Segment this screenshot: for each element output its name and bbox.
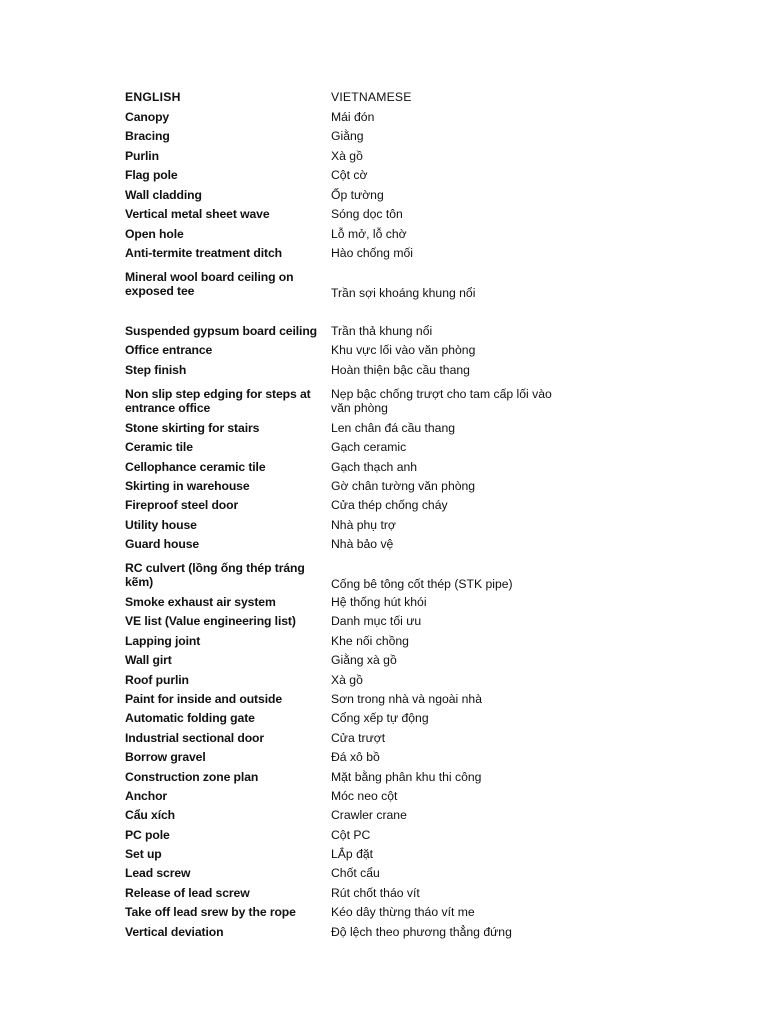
table-row (125, 168, 565, 182)
term-vietnamese: Cột cờ (331, 168, 368, 182)
term-english: Borrow gravel (125, 750, 206, 764)
term-vietnamese: Giằng xà gồ (331, 653, 397, 667)
table-row (125, 731, 565, 745)
term-english: Stone skirting for stairs (125, 421, 260, 435)
term-vietnamese: Hào chống mối (331, 246, 413, 260)
term-vietnamese: Lỗ mở, lỗ chờ (331, 227, 407, 241)
table-row (125, 561, 565, 591)
term-english: Step finish (125, 363, 187, 377)
table-row (125, 129, 565, 143)
term-vietnamese: Sóng dọc tôn (331, 207, 403, 221)
table-row (125, 711, 565, 725)
table-row (125, 518, 565, 532)
table-row (125, 149, 565, 163)
table-header (125, 90, 565, 104)
term-vietnamese: Mặt bằng phân khu thi công (331, 770, 482, 784)
term-english: Anti-termite treatment ditch (125, 246, 283, 260)
term-english: Automatic folding gate (125, 711, 255, 725)
term-english: PC pole (125, 828, 170, 842)
term-vietnamese: Gạch thạch anh (331, 460, 418, 474)
term-english: VE list (Value engineering list) (125, 614, 296, 628)
table-row (125, 498, 565, 512)
table-row (125, 653, 565, 667)
term-english: Wall cladding (125, 188, 202, 202)
term-vietnamese: Hệ thống hút khói (331, 595, 427, 609)
term-vietnamese: Chốt cẩu (331, 866, 380, 880)
term-english: Anchor (125, 789, 168, 803)
term-english: Open hole (125, 227, 184, 241)
table-row (125, 847, 565, 861)
table-row (125, 673, 565, 687)
term-vietnamese: Kéo dây thừng tháo vít me (331, 905, 475, 919)
term-english: Fireproof steel door (125, 498, 239, 512)
term-vietnamese: Khe nối chồng (331, 634, 409, 648)
term-english: Bracing (125, 129, 170, 143)
term-vietnamese: Cống bê tông cốt thép (STK pipe) (331, 577, 513, 591)
table-row (125, 324, 565, 338)
table-row (125, 479, 565, 493)
term-english: Smoke exhaust air system (125, 595, 276, 609)
table-row (125, 886, 565, 900)
term-english: Canopy (125, 110, 170, 124)
term-vietnamese: Cửa trượt (331, 731, 386, 745)
term-english: Vertical metal sheet wave (125, 207, 270, 221)
term-english: Skirting in warehouse (125, 479, 250, 493)
term-vietnamese: Cổng xếp tự động (331, 711, 429, 725)
table-row (125, 421, 565, 435)
header-vietnamese: VIETNAMESE (331, 90, 412, 104)
term-vietnamese: Rút chốt tháo vít (331, 886, 420, 900)
term-vietnamese: Khu vực lối vào văn phòng (331, 343, 476, 357)
table-row (125, 460, 565, 474)
term-english: Non slip step edging for steps at entrance office (125, 387, 311, 415)
term-vietnamese: Nẹp bậc chống trượt cho tam cấp lối vào văn phòng (331, 387, 552, 415)
term-english: Industrial sectional door (125, 731, 265, 745)
term-english: Vertical deviation (125, 925, 224, 939)
term-vietnamese: Danh mục tối ưu (331, 614, 422, 628)
table-row (125, 614, 565, 628)
term-vietnamese: Xà gồ (331, 149, 363, 163)
term-english: Lapping joint (125, 634, 201, 648)
table-row (125, 387, 565, 415)
term-english: Office entrance (125, 343, 213, 357)
table-row (125, 343, 565, 357)
term-vietnamese: Nhà bảo vệ (331, 537, 394, 551)
term-english: Guard house (125, 537, 200, 551)
term-english: Ceramic tile (125, 440, 193, 454)
term-vietnamese: Trần thả khung nổi (331, 324, 433, 338)
term-vietnamese: Độ lệch theo phương thẳng đứng (331, 925, 512, 939)
term-vietnamese: Hoàn thiện bậc cầu thang (331, 363, 470, 377)
term-vietnamese: Móc neo cột (331, 789, 398, 803)
term-english: Utility house (125, 518, 197, 532)
table-row (125, 866, 565, 880)
table-row (125, 808, 565, 822)
table-row (125, 925, 565, 939)
term-vietnamese: Sơn trong nhà và ngoài nhà (331, 692, 482, 706)
term-vietnamese: Nhà phụ trợ (331, 518, 396, 532)
header-english: ENGLISH (125, 90, 181, 104)
table-row (125, 207, 565, 221)
term-vietnamese: Crawler crane (331, 808, 407, 822)
table-row (125, 537, 565, 551)
term-vietnamese: Mái đón (331, 110, 375, 124)
table-row (125, 270, 565, 300)
term-english: Purlin (125, 149, 159, 163)
term-english: Flag pole (125, 168, 178, 182)
term-english: Suspended gypsum board ceiling (125, 324, 318, 338)
term-vietnamese: Đá xô bồ (331, 750, 380, 764)
table-row (125, 750, 565, 764)
table-row (125, 595, 565, 609)
table-row (125, 246, 565, 260)
term-english: Cellophance ceramic tile (125, 460, 266, 474)
table-row (125, 828, 565, 842)
table-row (125, 634, 565, 648)
table-row (125, 110, 565, 124)
table-row (125, 789, 565, 803)
term-english: Wall girt (125, 653, 172, 667)
table-row (125, 905, 565, 919)
term-vietnamese: Cửa thép chống cháy (331, 498, 448, 512)
term-vietnamese: Gờ chân tường văn phòng (331, 479, 476, 493)
table-row (125, 188, 565, 202)
term-vietnamese: Ốp tường (331, 188, 384, 202)
term-vietnamese: Cột PC (331, 828, 371, 842)
term-vietnamese: Len chân đá cầu thang (331, 421, 456, 435)
term-vietnamese: Gạch ceramic (331, 440, 407, 454)
table-row (125, 770, 565, 784)
term-english: Release of lead screw (125, 886, 250, 900)
term-english: Construction zone plan (125, 770, 259, 784)
term-vietnamese: Giằng (331, 129, 364, 143)
table-row (125, 692, 565, 706)
term-vietnamese: Xà gồ (331, 673, 363, 687)
term-english: Cẩu xích (125, 808, 175, 822)
term-english: Lead screw (125, 866, 191, 880)
term-english: RC culvert (lồng ống thép tráng kẽm) (125, 561, 305, 589)
term-english: Paint for inside and outside (125, 692, 283, 706)
term-vietnamese: Trần sợi khoáng khung nổi (331, 286, 476, 300)
term-english: Mineral wool board ceiling on exposed tee (125, 270, 294, 298)
table-row (125, 227, 565, 241)
term-vietnamese: LẮp đặt (331, 847, 374, 861)
table-row (125, 440, 565, 454)
term-english: Set up (125, 847, 162, 861)
table-row (125, 363, 565, 377)
term-english: Take off lead srew by the rope (125, 905, 296, 919)
term-english: Roof purlin (125, 673, 189, 687)
